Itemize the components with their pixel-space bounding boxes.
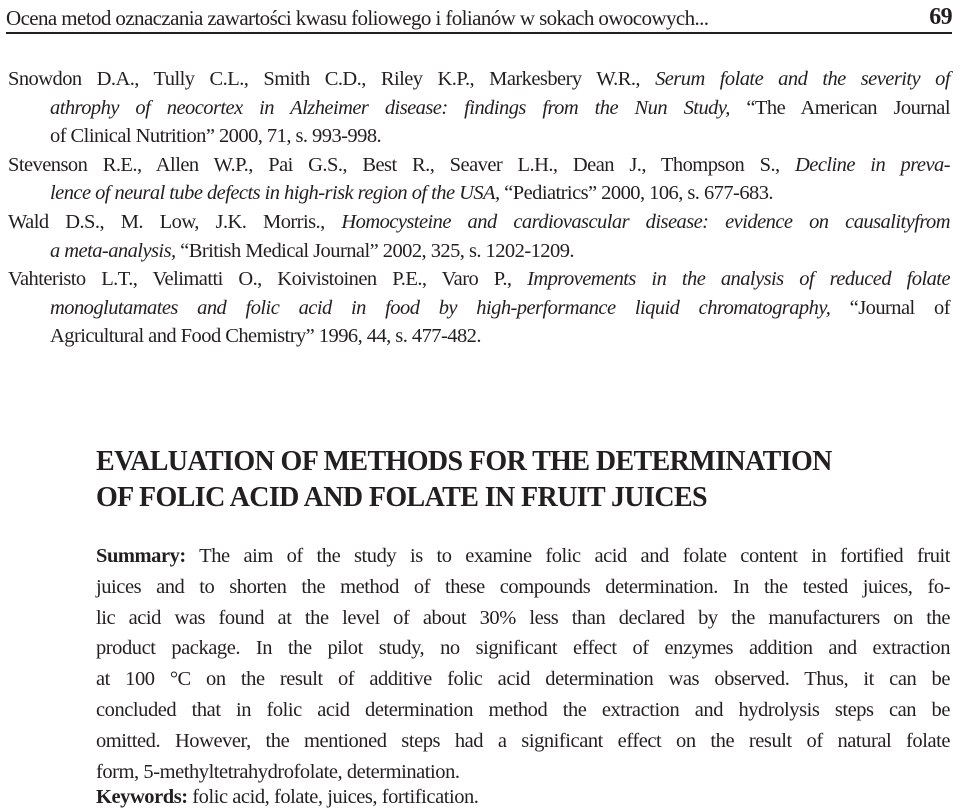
reference-title-text: Homocysteine and cardiovascular disease: evidence on causalityfrom [341,211,950,233]
summary-line [96,545,950,568]
reference-title-text: Improvements in the analysis of reduced folate [527,268,950,291]
reference-line [8,68,950,91]
reference-line [50,240,950,263]
summary-line [96,637,950,660]
summary-text: form, 5-methyltetrahydrofolate, determination. [96,760,460,783]
reference-line [8,268,950,291]
summary-line [96,761,950,784]
summary-text: The aim of the study is to examine folic acid and folate content in fortified fruit [185,545,950,567]
summary-line [96,699,950,722]
reference-text: of Clinical Nutrition” 2000, 71, s. 993-998. [50,125,382,148]
reference-line [50,182,950,205]
reference-text: “The American Journal [729,96,950,119]
reference-title-text: lence of neural tube defects in high-risk region of the USA, [50,182,500,205]
reference-text: Snowdon D.A., Tully C.L., Smith C.D., Riley K.P., Markesbery W.R., [8,68,656,90]
reference-line [50,325,950,348]
summary-line [96,607,950,630]
reference-text: Wald D.S., M. Low, J.K. Morris., [8,211,342,233]
reference-title-text: Serum folate and the severity of [655,68,950,90]
reference-text: Agricultural and Food Chemistry” 1996, 44, s. 477-482. [50,325,481,348]
reference-title-text: monoglutamates and folic acid in food by high-performance liquid chromatography, [50,296,831,319]
reference-line [8,154,950,177]
summary-text: product package. In the pilot study, no significant effect of enzymes addition and extraction [96,637,950,660]
summary-line [96,668,950,691]
reference-text: “Journal of [830,296,950,319]
reference-title-text: athrophy of neocortex in Alzheimer disease: findings from the Nun Study, [50,96,730,119]
reference-line [50,97,950,120]
running-header [6,4,952,34]
reference-text: Vahteristo L.T., Velimatti O., Koivistoinen P.E., Varo P., [8,268,528,291]
reference-line [50,125,950,148]
summary-line [96,576,950,599]
summary-text: concluded that in folic acid determination method the extraction and hydrolysis steps can be [96,699,950,721]
summary-text: omitted. However, the mentioned steps had a significant effect on the result of natural folate [96,729,950,752]
page-number: 69 [929,4,952,30]
summary-line [96,730,950,753]
reference-line [8,211,950,234]
reference-text: “British Medical Journal” 2002, 325, s. 1202-1209. [175,239,574,262]
summary-text: lic acid was found at the level of about 30% less than declared by the manufacturers on the [96,606,950,629]
reference-text: Stevenson R.E., Allen W.P., Pai G.S., Best R., Seaver L.H., Dean J., Thompson S., [8,153,796,176]
reference-text: “Pediatrics” 2000, 106, s. 677-683. [499,182,774,205]
running-title: Ocena metod oznaczania zawartości kwasu foliowego i folianów w sokach owocowych... [6,6,709,30]
reference-title-text: Decline in preva- [795,153,950,176]
summary-text: juices and to shorten the method of these compounds determination. In the tested juices, fo- [96,575,950,598]
summary-label: Summary: [96,545,186,567]
keywords-label: Keywords: [96,786,188,808]
reference-line [50,297,950,320]
reference-title-text: a meta-analysis, [50,239,176,262]
summary-text: at 100 °C on the result of additive folic acid determination was observed. Thus, it can be [96,668,950,691]
article-title-line-1: EVALUATION OF METHODS FOR THE DETERMINATION [96,446,832,477]
keywords-text: folic acid, folate, juices, fortification. [187,786,479,808]
article-title-line-2: OF FOLIC ACID AND FOLATE IN FRUIT JUICES [96,482,708,513]
keywords [96,786,950,809]
